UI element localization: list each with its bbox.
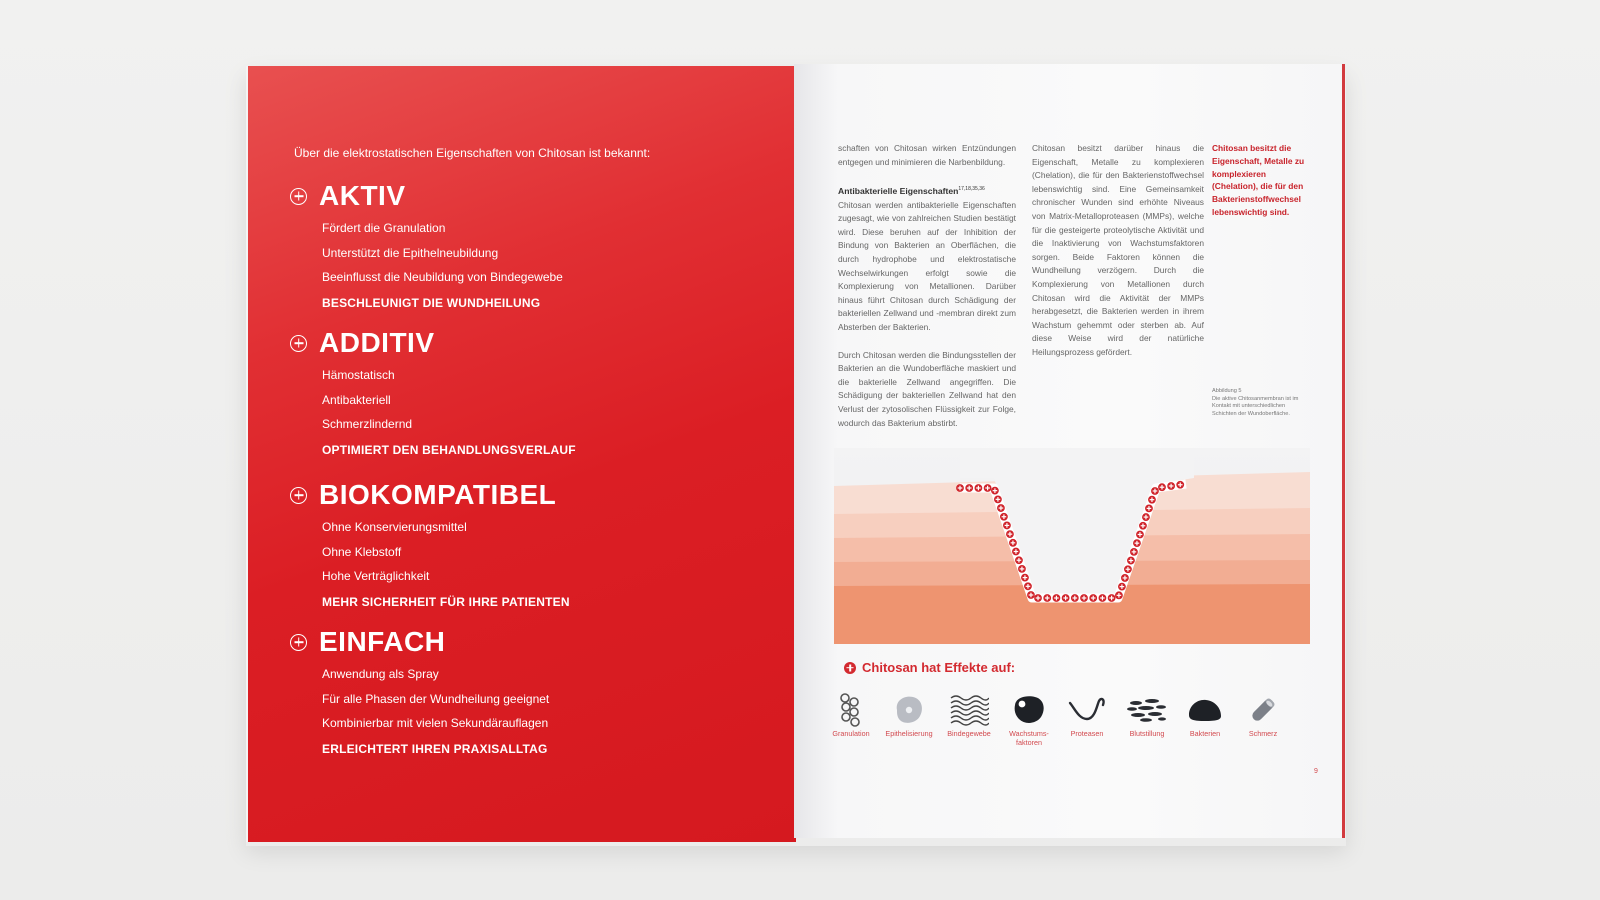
effect-label: Schmerz xyxy=(1248,729,1278,738)
plus-circle-icon xyxy=(290,634,307,651)
list-item: Unterstützt die Epithelneubildung xyxy=(322,245,499,260)
list-item: Antibakteriell xyxy=(322,392,391,407)
effect-item xyxy=(820,690,882,739)
bacteria-icon xyxy=(1186,695,1224,725)
chitosan-plus-icon xyxy=(1062,594,1070,602)
list-item: Anwendung als Spray xyxy=(322,667,439,681)
section-einfach xyxy=(290,626,549,756)
chitosan-plus-icon xyxy=(1108,594,1116,602)
effect-item xyxy=(998,690,1060,747)
effect-item xyxy=(938,690,1000,739)
effect-label: Epithelisierung xyxy=(885,729,933,738)
list-item: Für alle Phasen der Wundheilung geeignet xyxy=(322,691,550,706)
chitosan-plus-icon xyxy=(991,487,999,495)
section-tagline: ERLEICHTERT IHREN PRAXISALLTAG xyxy=(322,741,548,756)
left-page xyxy=(246,66,796,842)
chitosan-plus-icon xyxy=(965,484,973,492)
list-item: Hohe Verträglichkeit xyxy=(322,569,430,583)
chitosan-plus-icon xyxy=(984,484,992,492)
chitosan-plus-icon xyxy=(1130,548,1138,556)
chitosan-plus-icon xyxy=(1021,574,1029,582)
chitosan-plus-icon xyxy=(1089,594,1097,602)
section-title: ADDITIV xyxy=(319,327,435,358)
list-item: Hämostatisch xyxy=(322,368,395,382)
plus-circle-icon xyxy=(290,487,307,504)
chitosan-plus-icon xyxy=(1034,594,1042,602)
plus-circle-icon xyxy=(290,188,307,205)
paragraph: Chitosan besitzt darüber hinaus die Eigenschaft, Metalle zu komplexieren (Chelation), die für den Bakterienstoffwechsel lebenswichtig sind. Eine Gemeinsamkeit chronischer Wunden sind erhöhte Niveaus von Matrix-Metalloproteasen (MMPs), welche für die gesteigerte proteolytische Aktivität und die Inaktivierung von Wachstumsfaktoren sorgen. Beide Faktoren können die Wundheilung verzögern. Durch die Komplexierung von Metallionen durch Chitosan wird die Aktivität der MMPs herabgesetzt, die Bakterien werden in ihrem Wachstum gehemmt oder sterben ab. Auf diese Weise wird der natürliche Heilungsprozess gefördert. xyxy=(1032,143,1204,357)
nerve-pain-icon xyxy=(1245,693,1281,727)
chitosan-plus-icon xyxy=(1118,583,1126,591)
chitosan-plus-icon xyxy=(1176,481,1184,489)
chitosan-plus-icon xyxy=(1127,557,1135,565)
effect-item xyxy=(878,690,940,739)
chitosan-plus-icon xyxy=(1043,594,1051,602)
chitosan-plus-icon xyxy=(1080,594,1088,602)
paragraph: schaften von Chitosan wirken Entzündungen entgegen und minimieren die Narbenbildung. xyxy=(838,143,1016,167)
chitosan-plus-icon xyxy=(1136,531,1144,539)
effect-label: Bakterien xyxy=(1189,729,1221,738)
chitosan-plus-icon xyxy=(1053,594,1061,602)
effect-label: Blutstillung xyxy=(1129,729,1165,738)
connective-tissue-icon xyxy=(949,693,989,727)
section-biokompatibel xyxy=(290,479,570,609)
chitosan-plus-icon xyxy=(1009,539,1017,547)
chitosan-plus-icon xyxy=(1099,594,1107,602)
blood-clotting-icon xyxy=(1126,695,1168,725)
chitosan-plus-icon xyxy=(1024,582,1032,590)
list-item: Beeinflusst die Neubildung von Bindegewebe xyxy=(322,270,563,284)
effect-item xyxy=(1056,690,1118,739)
text-column-1 xyxy=(838,142,1016,430)
list-item: Fördert die Granulation xyxy=(322,221,446,235)
chitosan-plus-icon xyxy=(1139,522,1147,530)
pullquote: Chitosan besitzt die Eigenschaft, Metalle zu komplexieren (Chelation), die für den Bakterienstoffwechsel lebenswichtig sind. xyxy=(1212,143,1305,217)
effect-label: Wachstums-faktoren xyxy=(1009,729,1049,747)
chitosan-plus-icon xyxy=(956,484,964,492)
paragraph: Chitosan werden antibakterielle Eigenschaften zugesagt, wie von zahlreichen Studien bestätigt wird. Diese beruhen auf der Inhibition der Bindung von Bakterien an Oberflächen, die durch hydrophobe und elektrostatische Wechselwirkungen erfolgt sowie die Komplexierung von Metallionen. Darüber hinaus führt Chitosan durch Schädigung der bakteriellen Zellwand und -membran direkt zum Absterben der Bakterien. xyxy=(838,199,1016,332)
chitosan-plus-icon xyxy=(994,495,1002,503)
list-item: Schmerzlindernd xyxy=(322,417,413,431)
chitosan-plus-icon xyxy=(1167,482,1175,490)
section-title: AKTIV xyxy=(319,180,406,211)
effect-label: Granulation xyxy=(832,729,870,738)
section-title: EINFACH xyxy=(319,626,446,657)
chitosan-plus-icon xyxy=(1124,565,1132,573)
growth-factor-icon xyxy=(1011,693,1047,727)
plus-circle-icon xyxy=(290,335,307,352)
list-item: Ohne Klebstoff xyxy=(322,544,402,559)
chitosan-plus-icon xyxy=(1142,513,1150,521)
paragraph: Durch Chitosan werden die Bindungsstellen der Bakterien an die Wundoberfläche maskiert und die bakterielle Zellwand angegriffen. Die Schädigung der bakteriellen Zellwand hat den Verlust der zytosolischen Flüssigkeit zur Folge, wodurch das Bakterium abstirbt. xyxy=(838,349,1016,428)
chitosan-plus-icon xyxy=(1000,513,1008,521)
chitosan-plus-icon xyxy=(1015,556,1023,564)
effects-heading xyxy=(844,660,1015,675)
plus-icon xyxy=(844,662,856,674)
effect-label: Bindegewebe xyxy=(947,729,991,738)
protease-icon xyxy=(1067,693,1107,727)
chitosan-plus-icon xyxy=(1121,574,1129,582)
chitosan-plus-icon xyxy=(1071,594,1079,602)
effect-item xyxy=(1174,690,1236,739)
intro-text: Über die elektrostatischen Eigenschaften von Chitosan ist bekannt: xyxy=(294,146,651,160)
figure-caption-text: Die aktive Chitosanmembran ist im Kontakt mit unterschiedlichen Schichten der Wundoberfläche. xyxy=(1212,395,1299,417)
section-tagline: OPTIMIERT DEN BEHANDLUNGSVERLAUF xyxy=(322,442,576,457)
chitosan-plus-icon xyxy=(1115,591,1123,599)
granulation-icon xyxy=(836,692,866,728)
chitosan-plus-icon xyxy=(1133,539,1141,547)
effects-row xyxy=(820,690,1304,760)
effect-item xyxy=(1232,690,1294,739)
list-item: Kombinierbar mit vielen Sekundärauflagen xyxy=(322,716,549,730)
epithelial-cell-icon xyxy=(891,692,927,728)
wound-layer-figure xyxy=(834,448,1310,644)
effects-title-text: Chitosan hat Effekte auf: xyxy=(862,660,1016,675)
section-additiv xyxy=(290,327,576,457)
effect-label: Proteasen xyxy=(1070,729,1104,738)
chitosan-plus-icon xyxy=(975,484,983,492)
reference-superscript: 17,18,35,36 xyxy=(958,186,985,193)
figure-caption xyxy=(1212,388,1310,418)
chitosan-plus-icon xyxy=(1151,487,1159,495)
subheading-text: Antibakterielle Eigenschaften xyxy=(838,186,959,197)
chitosan-plus-icon xyxy=(997,504,1005,512)
effect-item xyxy=(1116,690,1178,739)
subheading xyxy=(838,183,1016,198)
chitosan-plus-icon xyxy=(1148,496,1156,504)
list-item: Ohne Konservierungsmittel xyxy=(322,520,467,534)
section-tagline: BESCHLEUNIGT DIE WUNDHEILUNG xyxy=(322,295,541,310)
right-page xyxy=(794,64,1345,838)
figure-caption-title: Abbildung 5 xyxy=(1212,388,1242,394)
chitosan-plus-icon xyxy=(1012,548,1020,556)
chitosan-plus-icon xyxy=(1003,522,1011,530)
page-number: 9 xyxy=(1314,768,1318,775)
chitosan-plus-icon xyxy=(1018,565,1026,573)
section-title: BIOKOMPATIBEL xyxy=(319,479,557,510)
chitosan-plus-icon xyxy=(1006,530,1014,538)
chitosan-plus-icon xyxy=(1027,591,1035,599)
chitosan-plus-icon xyxy=(1145,504,1153,512)
text-column-2 xyxy=(1032,142,1204,360)
chitosan-plus-icon xyxy=(1158,483,1166,491)
wound-layer-illustration xyxy=(834,448,1310,644)
section-tagline: MEHR SICHERHEIT FÜR IHRE PATIENTEN xyxy=(322,594,570,609)
section-aktiv xyxy=(290,180,563,310)
